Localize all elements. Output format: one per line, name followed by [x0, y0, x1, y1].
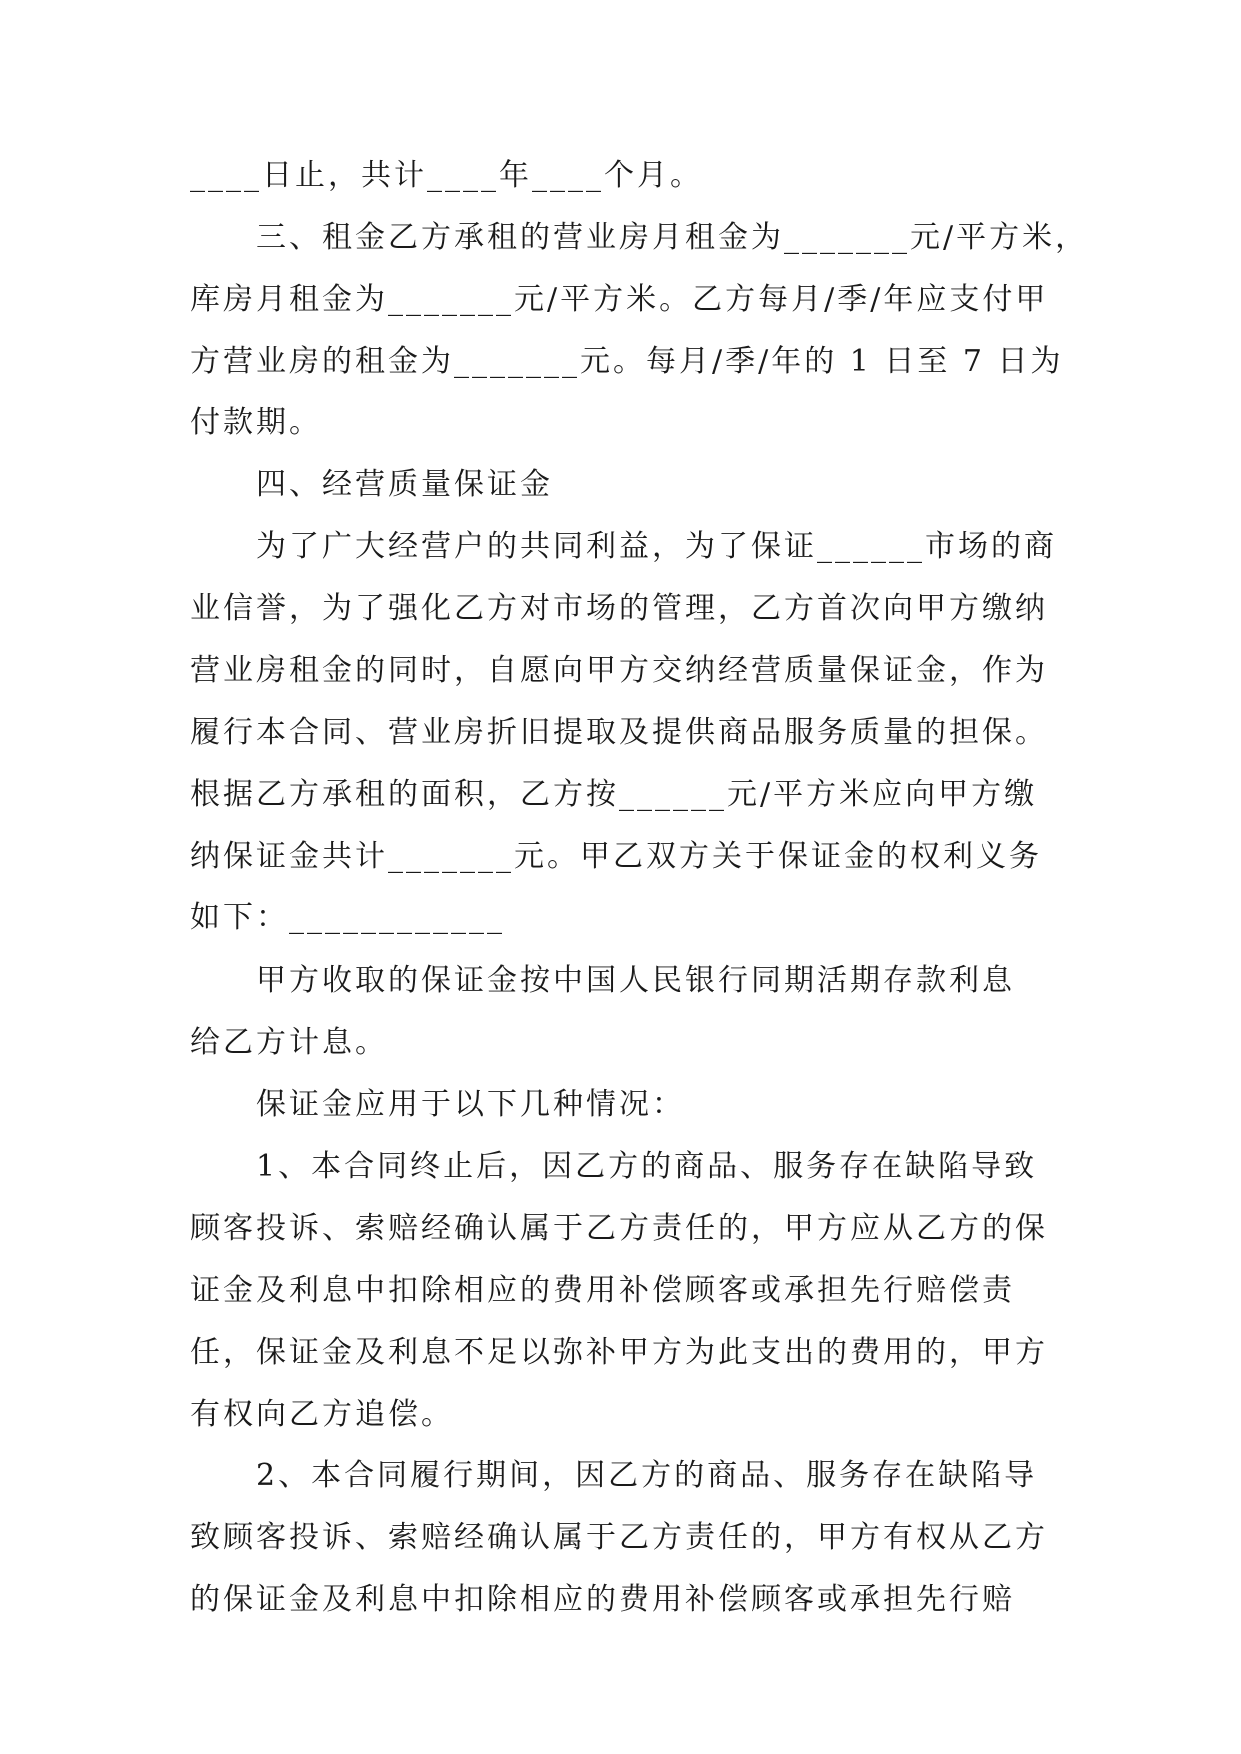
text-line: 库房月租金为_______元/平方米。乙方每月/季/年应支付甲: [190, 282, 1049, 317]
usage-intro-paragraph: 保证金应用于以下几种情况：: [256, 1087, 685, 1122]
text-line: 根据乙方承租的面积，乙方按______元/平方米应向甲方缴: [190, 777, 1038, 812]
text-line: ____日止，共计____年____个月。: [190, 158, 703, 193]
text-line: 证金及利息中扣除相应的费用补偿顾客或承担先行赔偿责: [190, 1273, 1015, 1308]
section-three-paragraph: 三、租金乙方承租的营业房月租金为_______元/平方米，: [256, 220, 1089, 255]
text-line: 业信誉，为了强化乙方对市场的管理，乙方首次向甲方缴纳: [190, 591, 1048, 626]
text-line: 有权向乙方追偿。: [190, 1397, 454, 1432]
clause-one-paragraph: 1、本合同终止后，因乙方的商品、服务存在缺陷导致: [256, 1149, 1038, 1184]
text-line: 顾客投诉、索赔经确认属于乙方责任的，甲方应从乙方的保: [190, 1211, 1048, 1246]
deposit-paragraph: 为了广大经营户的共同利益，为了保证______市场的商: [256, 529, 1057, 564]
text-line: 致顾客投诉、索赔经确认属于乙方责任的，甲方有权从乙方: [190, 1520, 1048, 1555]
text-line: 的保证金及利息中扣除相应的费用补偿顾客或承担先行赔: [190, 1582, 1015, 1617]
section-four-heading: 四、经营质量保证金: [256, 467, 553, 502]
text-line: 营业房租金的同时，自愿向甲方交纳经营质量保证金，作为: [190, 653, 1048, 688]
text-line: 付款期。: [190, 405, 322, 440]
text-line: 任，保证金及利息不足以弥补甲方为此支出的费用的，甲方: [190, 1335, 1048, 1370]
text-line: 给乙方计息。: [190, 1025, 388, 1060]
text-line: 履行本合同、营业房折旧提取及提供商品服务质量的担保。: [190, 715, 1048, 750]
clause-two-paragraph: 2、本合同履行期间，因乙方的商品、服务存在缺陷导: [256, 1458, 1038, 1493]
text-line: 如下：____________: [190, 900, 505, 935]
text-line: 方营业房的租金为_______元。每月/季/年的 1 日至 7 日为: [190, 344, 1064, 379]
interest-paragraph: 甲方收取的保证金按中国人民银行同期活期存款利息: [256, 963, 1015, 998]
text-line: 纳保证金共计_______元。甲乙双方关于保证金的权利义务: [190, 839, 1042, 874]
